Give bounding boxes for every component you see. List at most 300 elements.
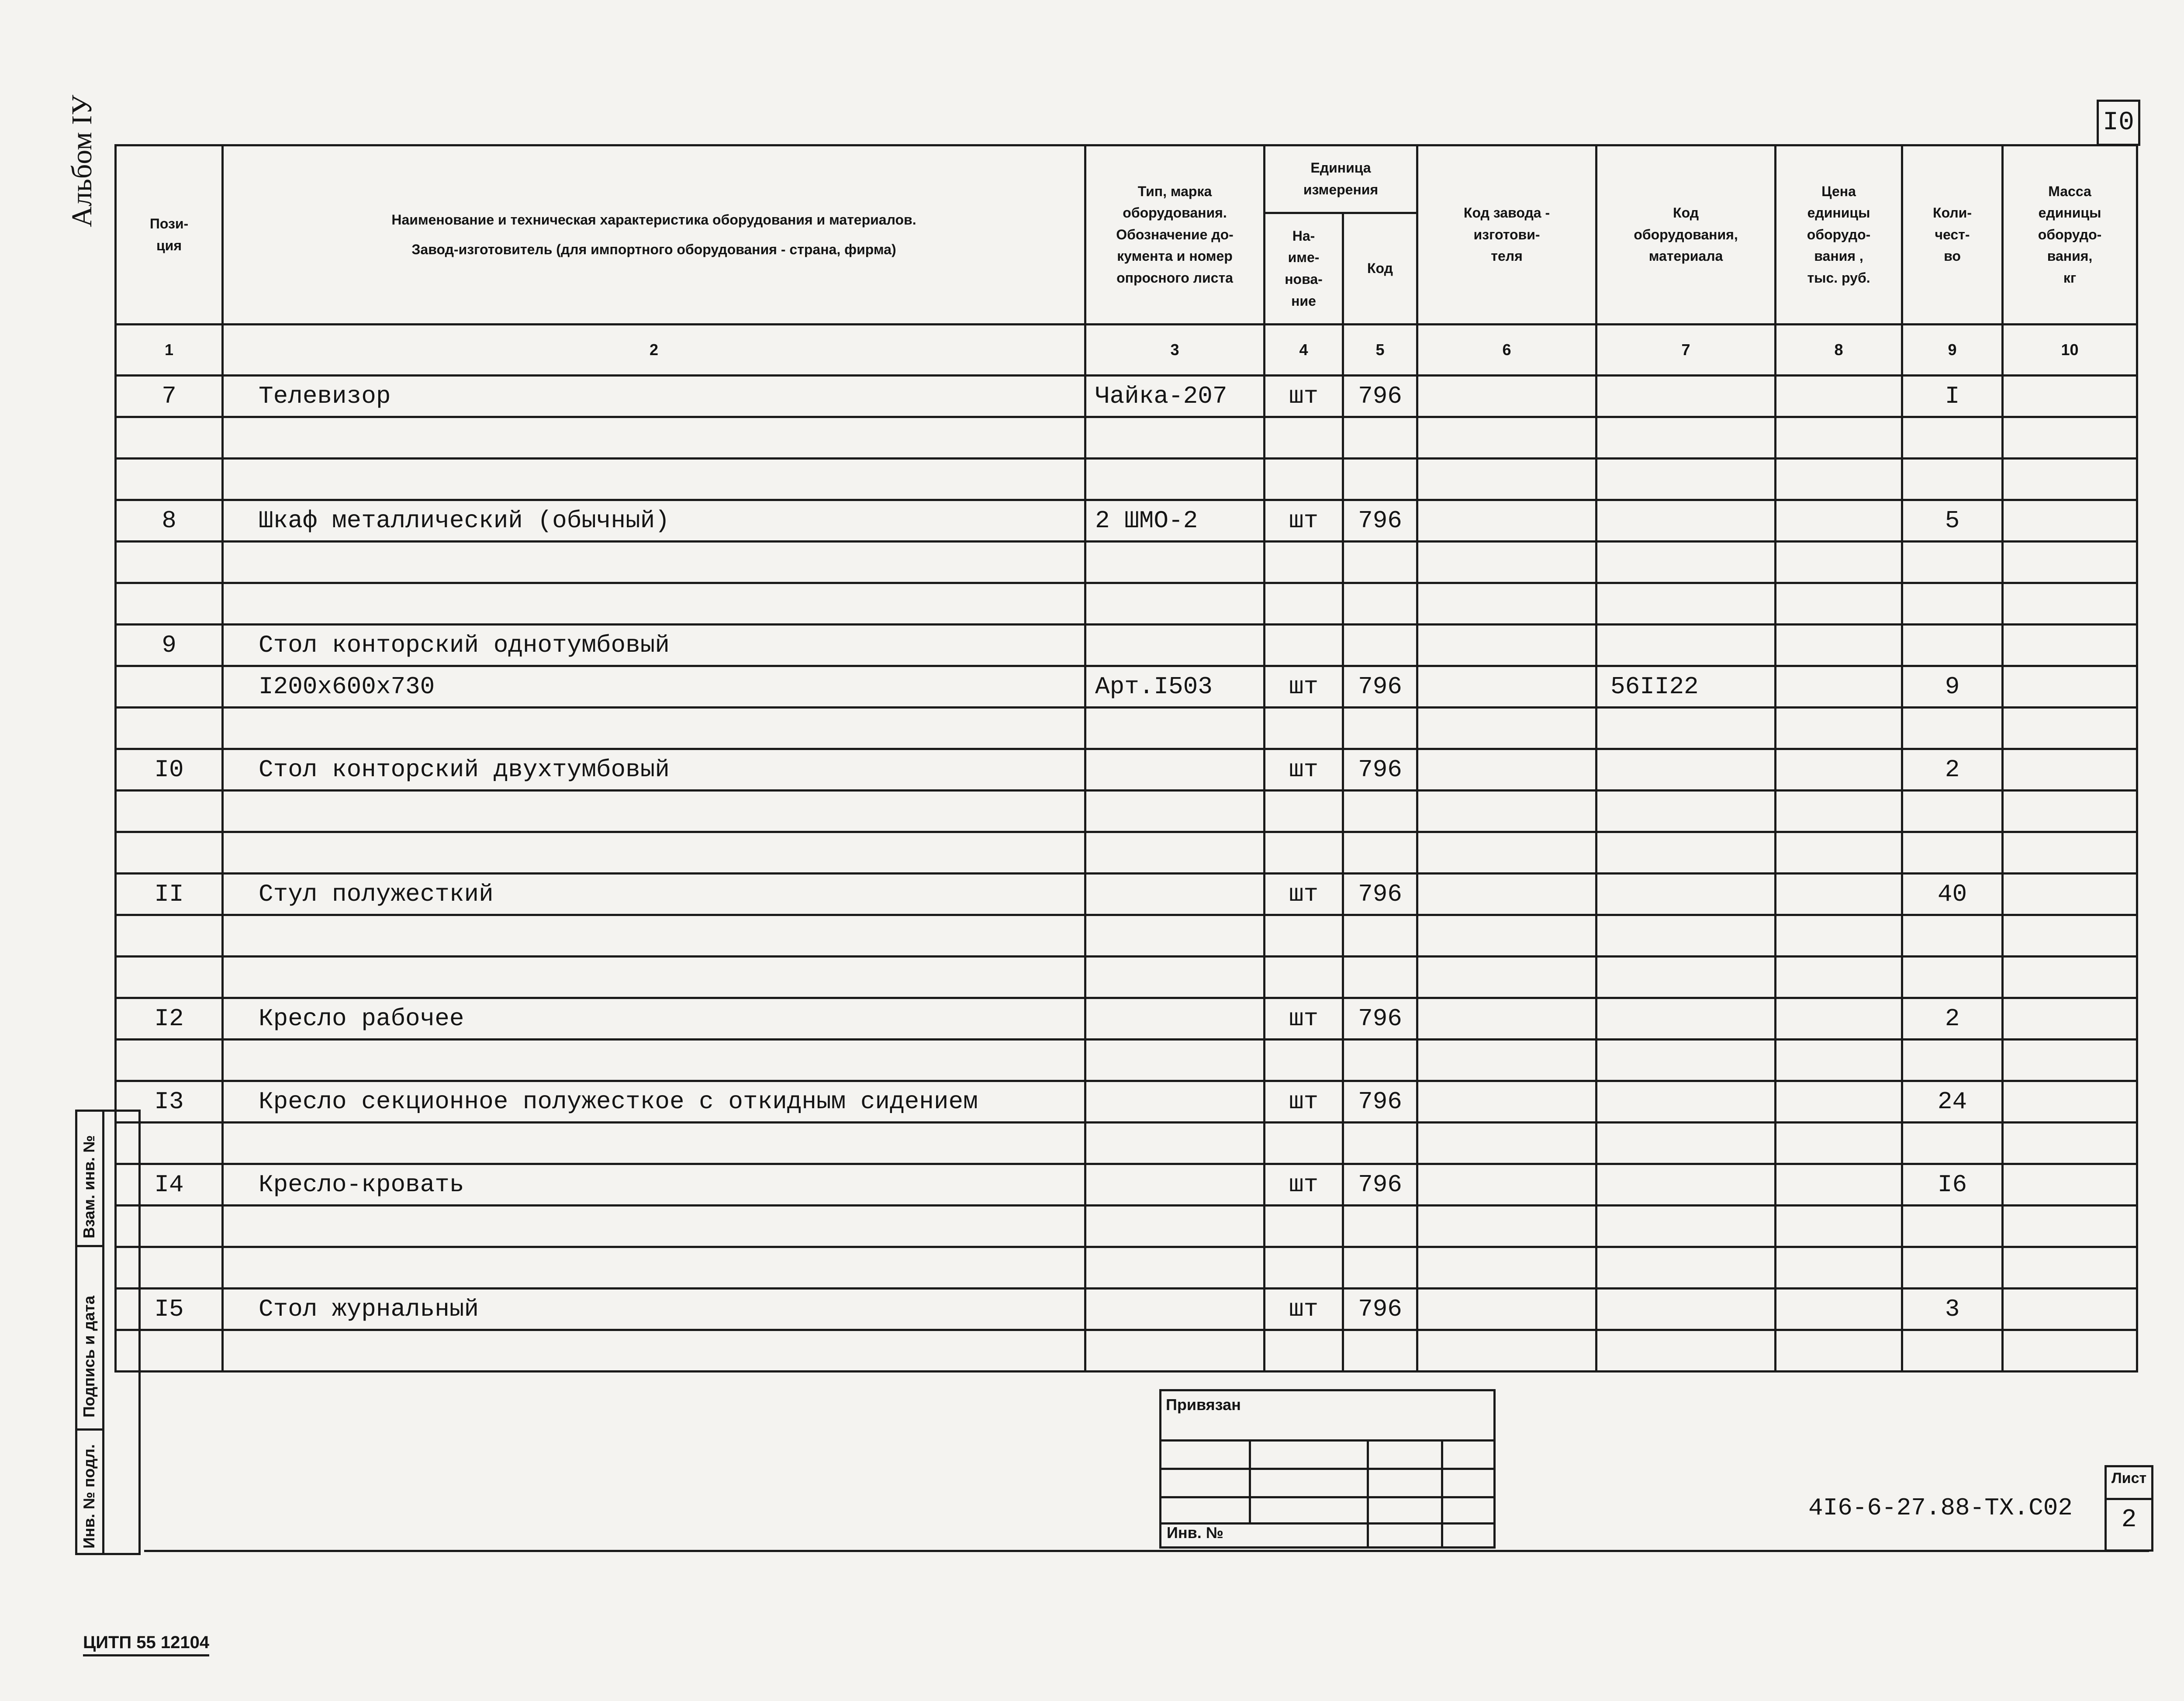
cell-unit-code: 796 — [1343, 1289, 1417, 1330]
sheet-number: I0 — [2097, 100, 2140, 146]
cell-type — [1085, 542, 1265, 583]
table-row — [116, 749, 2137, 791]
cell-type — [1085, 1164, 1265, 1206]
header-description: Наименование и техническая характеристика оборудования и материалов. Завод-изготовитель (для импортного оборудования - страна, фирма) — [223, 145, 1085, 325]
cell-unit-name — [1265, 542, 1343, 583]
cell-type — [1085, 459, 1265, 500]
cell-equipment-code — [1597, 791, 1776, 832]
cell-mass — [2003, 417, 2137, 459]
table-row — [116, 1164, 2137, 1206]
cell-factory-code — [1417, 1164, 1597, 1206]
cell-type — [1085, 1206, 1265, 1247]
cell-name — [223, 708, 1085, 749]
cell-factory-code — [1417, 832, 1597, 874]
cell-position: I3 — [116, 1081, 223, 1123]
cell-quantity: 5 — [1902, 500, 2003, 542]
cell-factory-code — [1417, 542, 1597, 583]
specification-table — [114, 144, 2138, 1373]
cell-name: Кресло рабочее — [223, 998, 1085, 1040]
stamp-block — [1159, 1389, 1496, 1549]
stamp-divider — [1367, 1439, 1369, 1549]
cell-mass — [2003, 832, 2137, 874]
cell-unit-name: шт — [1265, 874, 1343, 915]
table-row — [116, 459, 2137, 500]
cell-name: Кресло-кровать — [223, 1164, 1085, 1206]
cell-unit-code: 796 — [1343, 749, 1417, 791]
cell-name — [223, 542, 1085, 583]
cell-quantity — [1902, 1206, 2003, 1247]
cell-mass — [2003, 998, 2137, 1040]
cell-equipment-code — [1597, 1081, 1776, 1123]
cell-unit-code — [1343, 459, 1417, 500]
cell-unit-name — [1265, 1206, 1343, 1247]
column-number: 1 — [116, 325, 223, 376]
cell-type — [1085, 417, 1265, 459]
column-number: 2 — [223, 325, 1085, 376]
stamp-divider — [1441, 1439, 1443, 1549]
cell-quantity — [1902, 1330, 2003, 1372]
cell-factory-code — [1417, 500, 1597, 542]
cell-quantity — [1902, 957, 2003, 998]
cell-position — [116, 542, 223, 583]
cell-type — [1085, 874, 1265, 915]
cell-unit-name — [1265, 1040, 1343, 1081]
cell-name — [223, 1123, 1085, 1164]
strip-label-vzam: Взам. инв. № — [80, 1135, 98, 1238]
cell-unit-name: шт — [1265, 500, 1343, 542]
cell-unit-code: 796 — [1343, 1081, 1417, 1123]
cell-price — [1776, 1206, 1902, 1247]
cell-unit-name: шт — [1265, 1164, 1343, 1206]
cell-quantity — [1902, 417, 2003, 459]
cell-unit-name — [1265, 832, 1343, 874]
header-factory-code: Код завода - изготови- теля — [1417, 145, 1597, 325]
cell-unit-name: шт — [1265, 1289, 1343, 1330]
strip-label-podpis: Подпись и дата — [80, 1296, 98, 1418]
column-number: 7 — [1597, 325, 1776, 376]
cell-quantity: I6 — [1902, 1164, 2003, 1206]
cell-unit-code — [1343, 625, 1417, 666]
cell-name: Стол конторский двухтумбовый — [223, 749, 1085, 791]
cell-price — [1776, 1164, 1902, 1206]
cell-equipment-code — [1597, 500, 1776, 542]
cell-mass — [2003, 1164, 2137, 1206]
cell-factory-code — [1417, 1040, 1597, 1081]
cell-factory-code — [1417, 417, 1597, 459]
cell-name — [223, 1040, 1085, 1081]
cell-price — [1776, 459, 1902, 500]
cell-factory-code — [1417, 708, 1597, 749]
cell-unit-name — [1265, 957, 1343, 998]
cell-factory-code — [1417, 376, 1597, 417]
cell-price — [1776, 500, 1902, 542]
cell-quantity — [1902, 1247, 2003, 1289]
cell-factory-code — [1417, 583, 1597, 625]
table-row — [116, 1040, 2137, 1081]
cell-equipment-code — [1597, 376, 1776, 417]
cell-name: Кресло секционное полужесткое с откидным сидением — [223, 1081, 1085, 1123]
cell-name — [223, 1330, 1085, 1372]
cell-price — [1776, 1330, 1902, 1372]
header-quantity: Коли- чест- во — [1902, 145, 2003, 325]
cell-type: 2 ШМО-2 — [1085, 500, 1265, 542]
cell-type — [1085, 749, 1265, 791]
cell-equipment-code — [1597, 1164, 1776, 1206]
cell-unit-code — [1343, 583, 1417, 625]
header-price: Цена единицы оборудо- вания , тыс. руб. — [1776, 145, 1902, 325]
cell-unit-name — [1265, 1247, 1343, 1289]
cell-price — [1776, 542, 1902, 583]
cell-position: 7 — [116, 376, 223, 417]
cell-type — [1085, 583, 1265, 625]
cell-name — [223, 791, 1085, 832]
cell-mass — [2003, 749, 2137, 791]
cell-quantity — [1902, 791, 2003, 832]
cell-position — [116, 791, 223, 832]
cell-position — [116, 583, 223, 625]
cell-unit-code — [1343, 1247, 1417, 1289]
cell-price — [1776, 708, 1902, 749]
cell-quantity: 24 — [1902, 1081, 2003, 1123]
cell-price — [1776, 998, 1902, 1040]
cell-position: II — [116, 874, 223, 915]
header-position: Пози- ция — [116, 145, 223, 325]
cell-mass — [2003, 459, 2137, 500]
cell-mass — [2003, 666, 2137, 708]
cell-quantity — [1902, 832, 2003, 874]
cell-type — [1085, 1289, 1265, 1330]
frame-bottom-line — [144, 1550, 2149, 1552]
stamp-divider — [1161, 1439, 1493, 1442]
cell-name — [223, 1206, 1085, 1247]
cell-position: I4 — [116, 1164, 223, 1206]
table-row — [116, 1330, 2137, 1372]
cell-mass — [2003, 791, 2137, 832]
header-equipment-code: Код оборудования, материала — [1597, 145, 1776, 325]
cell-price — [1776, 791, 1902, 832]
stamp-divider — [1161, 1468, 1493, 1470]
cell-factory-code — [1417, 957, 1597, 998]
cell-price — [1776, 1289, 1902, 1330]
cell-equipment-code: 56II22 — [1597, 666, 1776, 708]
cell-factory-code — [1417, 1123, 1597, 1164]
cell-quantity — [1902, 1123, 2003, 1164]
cell-type — [1085, 832, 1265, 874]
column-number: 8 — [1776, 325, 1902, 376]
sheet-value: 2 — [2121, 1506, 2137, 1534]
cell-type — [1085, 998, 1265, 1040]
stamp-divider — [1249, 1439, 1251, 1522]
cell-equipment-code — [1597, 583, 1776, 625]
cell-quantity: 2 — [1902, 998, 2003, 1040]
cell-unit-code — [1343, 1330, 1417, 1372]
cell-quantity — [1902, 1040, 2003, 1081]
column-number: 4 — [1265, 325, 1343, 376]
cell-quantity: 2 — [1902, 749, 2003, 791]
cell-equipment-code — [1597, 957, 1776, 998]
cell-position — [116, 1040, 223, 1081]
cell-position: 9 — [116, 625, 223, 666]
table-row — [116, 666, 2137, 708]
cell-price — [1776, 915, 1902, 957]
cell-type — [1085, 1247, 1265, 1289]
document-code: 4I6-6-27.88-ТХ.С02 — [1808, 1494, 2073, 1522]
cell-unit-code — [1343, 832, 1417, 874]
table-row — [116, 708, 2137, 749]
cell-equipment-code — [1597, 1040, 1776, 1081]
column-number: 3 — [1085, 325, 1265, 376]
cell-type — [1085, 791, 1265, 832]
cell-price — [1776, 749, 1902, 791]
cell-quantity — [1902, 583, 2003, 625]
cell-equipment-code — [1597, 1206, 1776, 1247]
cell-quantity: 3 — [1902, 1289, 2003, 1330]
cell-name — [223, 459, 1085, 500]
column-number: 10 — [2003, 325, 2137, 376]
cell-equipment-code — [1597, 1289, 1776, 1330]
cell-mass — [2003, 583, 2137, 625]
column-number: 5 — [1343, 325, 1417, 376]
table-row — [116, 874, 2137, 915]
cell-mass — [2003, 708, 2137, 749]
strip-cell-podpis — [77, 1247, 104, 1431]
table-row — [116, 832, 2137, 874]
cell-name — [223, 417, 1085, 459]
cell-unit-code — [1343, 915, 1417, 957]
cell-unit-code: 796 — [1343, 500, 1417, 542]
cell-price — [1776, 1123, 1902, 1164]
cell-price — [1776, 1040, 1902, 1081]
cell-equipment-code — [1597, 417, 1776, 459]
cell-equipment-code — [1597, 459, 1776, 500]
cell-unit-name — [1265, 708, 1343, 749]
cell-name — [223, 915, 1085, 957]
cell-unit-code — [1343, 1206, 1417, 1247]
cell-quantity: 9 — [1902, 666, 2003, 708]
cell-mass — [2003, 1123, 2137, 1164]
strip-cell-vzam — [77, 1112, 104, 1247]
cell-equipment-code — [1597, 832, 1776, 874]
table-row — [116, 957, 2137, 998]
cell-unit-code: 796 — [1343, 874, 1417, 915]
cell-equipment-code — [1597, 749, 1776, 791]
cell-unit-code — [1343, 957, 1417, 998]
cell-type — [1085, 1081, 1265, 1123]
cell-price — [1776, 625, 1902, 666]
table-row — [116, 417, 2137, 459]
cell-equipment-code — [1597, 1123, 1776, 1164]
cell-unit-name — [1265, 791, 1343, 832]
cell-price — [1776, 832, 1902, 874]
cell-price — [1776, 666, 1902, 708]
cell-quantity — [1902, 708, 2003, 749]
cell-equipment-code — [1597, 1247, 1776, 1289]
cell-equipment-code — [1597, 915, 1776, 957]
cell-unit-name: шт — [1265, 749, 1343, 791]
cell-name: Телевизор — [223, 376, 1085, 417]
cell-factory-code — [1417, 998, 1597, 1040]
cell-position: I5 — [116, 1289, 223, 1330]
strip-label-inv-podl: Инв. № подл. — [80, 1444, 98, 1549]
cell-mass — [2003, 957, 2137, 998]
stamp-attached-label: Привязан — [1166, 1396, 1241, 1414]
cell-mass — [2003, 1040, 2137, 1081]
cell-unit-code: 796 — [1343, 376, 1417, 417]
cell-position — [116, 459, 223, 500]
table-row — [116, 1081, 2137, 1123]
cell-name — [223, 1247, 1085, 1289]
cell-unit-code — [1343, 791, 1417, 832]
cell-price — [1776, 1081, 1902, 1123]
cell-unit-code — [1343, 708, 1417, 749]
table-row — [116, 376, 2137, 417]
cell-name: Стол журнальный — [223, 1289, 1085, 1330]
cell-unit-code: 796 — [1343, 998, 1417, 1040]
sheet-box — [2105, 1465, 2153, 1552]
header-mass: Масса единицы оборудо- вания, кг — [2003, 145, 2137, 325]
cell-factory-code — [1417, 791, 1597, 832]
cell-equipment-code — [1597, 542, 1776, 583]
header-unit-name: На- име- нова- ние — [1265, 213, 1343, 325]
cell-unit-name — [1265, 1123, 1343, 1164]
cell-quantity — [1902, 915, 2003, 957]
cell-mass — [2003, 376, 2137, 417]
table-row — [116, 791, 2137, 832]
cell-position — [116, 666, 223, 708]
table-row — [116, 500, 2137, 542]
cell-mass — [2003, 542, 2137, 583]
cell-price — [1776, 376, 1902, 417]
cell-type — [1085, 1040, 1265, 1081]
cell-unit-code: 796 — [1343, 1164, 1417, 1206]
cell-position — [116, 957, 223, 998]
column-numbers-row — [116, 325, 2137, 376]
cell-name: Стул полужесткий — [223, 874, 1085, 915]
cell-unit-name — [1265, 417, 1343, 459]
cell-position — [116, 832, 223, 874]
cell-factory-code — [1417, 1206, 1597, 1247]
table-row — [116, 542, 2137, 583]
cell-equipment-code — [1597, 874, 1776, 915]
left-signature-strip — [75, 1110, 141, 1555]
table-row — [116, 1123, 2137, 1164]
cell-unit-code — [1343, 542, 1417, 583]
cell-name: Стол конторский однотумбовый — [223, 625, 1085, 666]
cell-position — [116, 915, 223, 957]
cell-equipment-code — [1597, 708, 1776, 749]
cell-price — [1776, 417, 1902, 459]
cell-price — [1776, 1247, 1902, 1289]
cell-unit-code — [1343, 417, 1417, 459]
cell-price — [1776, 874, 1902, 915]
table-row — [116, 1289, 2137, 1330]
cell-factory-code — [1417, 874, 1597, 915]
cell-mass — [2003, 1289, 2137, 1330]
cell-unit-name — [1265, 459, 1343, 500]
cell-mass — [2003, 1206, 2137, 1247]
cell-mass — [2003, 1330, 2137, 1372]
cell-factory-code — [1417, 666, 1597, 708]
cell-mass — [2003, 625, 2137, 666]
cell-factory-code — [1417, 1289, 1597, 1330]
table-row — [116, 915, 2137, 957]
cell-position: I0 — [116, 749, 223, 791]
cell-name — [223, 957, 1085, 998]
cell-unit-name — [1265, 915, 1343, 957]
cell-factory-code — [1417, 1247, 1597, 1289]
table-row — [116, 625, 2137, 666]
cell-type — [1085, 625, 1265, 666]
column-number: 6 — [1417, 325, 1597, 376]
cell-unit-code: 796 — [1343, 666, 1417, 708]
cell-mass — [2003, 915, 2137, 957]
cell-unit-code — [1343, 1040, 1417, 1081]
cell-unit-name: шт — [1265, 666, 1343, 708]
cell-mass — [2003, 500, 2137, 542]
table-row — [116, 1247, 2137, 1289]
cell-unit-name — [1265, 625, 1343, 666]
cell-mass — [2003, 1247, 2137, 1289]
cell-type: Арт.I503 — [1085, 666, 1265, 708]
stamp-inventory-label: Инв. № — [1167, 1524, 1223, 1542]
cell-name: I200x600x730 — [223, 666, 1085, 708]
cell-quantity — [1902, 542, 2003, 583]
cell-type — [1085, 1330, 1265, 1372]
header-unit-group: Единица измерения — [1265, 145, 1417, 213]
table-row — [116, 1206, 2137, 1247]
footer-print-code: ЦИТП 55 12104 — [83, 1633, 209, 1656]
cell-unit-code — [1343, 1123, 1417, 1164]
cell-price — [1776, 957, 1902, 998]
cell-name: Шкаф металлический (обычный) — [223, 500, 1085, 542]
cell-factory-code — [1417, 915, 1597, 957]
cell-position: 8 — [116, 500, 223, 542]
cell-quantity: 40 — [1902, 874, 2003, 915]
cell-type — [1085, 957, 1265, 998]
album-label: Альбом IУ — [66, 95, 98, 227]
cell-position — [116, 708, 223, 749]
cell-type: Чайка-207 — [1085, 376, 1265, 417]
cell-unit-name: шт — [1265, 1081, 1343, 1123]
column-number: 9 — [1902, 325, 2003, 376]
table-header — [116, 145, 2137, 376]
cell-quantity — [1902, 459, 2003, 500]
cell-quantity: I — [1902, 376, 2003, 417]
sheet-divider — [2107, 1498, 2151, 1500]
cell-position — [116, 417, 223, 459]
cell-equipment-code — [1597, 1330, 1776, 1372]
cell-factory-code — [1417, 625, 1597, 666]
cell-factory-code — [1417, 459, 1597, 500]
cell-unit-name — [1265, 583, 1343, 625]
cell-factory-code — [1417, 1081, 1597, 1123]
table-row — [116, 998, 2137, 1040]
table-row — [116, 583, 2137, 625]
cell-name — [223, 832, 1085, 874]
cell-type — [1085, 708, 1265, 749]
cell-equipment-code — [1597, 998, 1776, 1040]
cell-unit-name — [1265, 1330, 1343, 1372]
cell-type — [1085, 1123, 1265, 1164]
cell-unit-name: шт — [1265, 998, 1343, 1040]
cell-position: I2 — [116, 998, 223, 1040]
cell-quantity — [1902, 625, 2003, 666]
cell-price — [1776, 583, 1902, 625]
header-type: Тип, марка оборудования. Обозначение до- кумента и номер опросного листа — [1085, 145, 1265, 325]
cell-name — [223, 583, 1085, 625]
cell-mass — [2003, 874, 2137, 915]
cell-type — [1085, 915, 1265, 957]
